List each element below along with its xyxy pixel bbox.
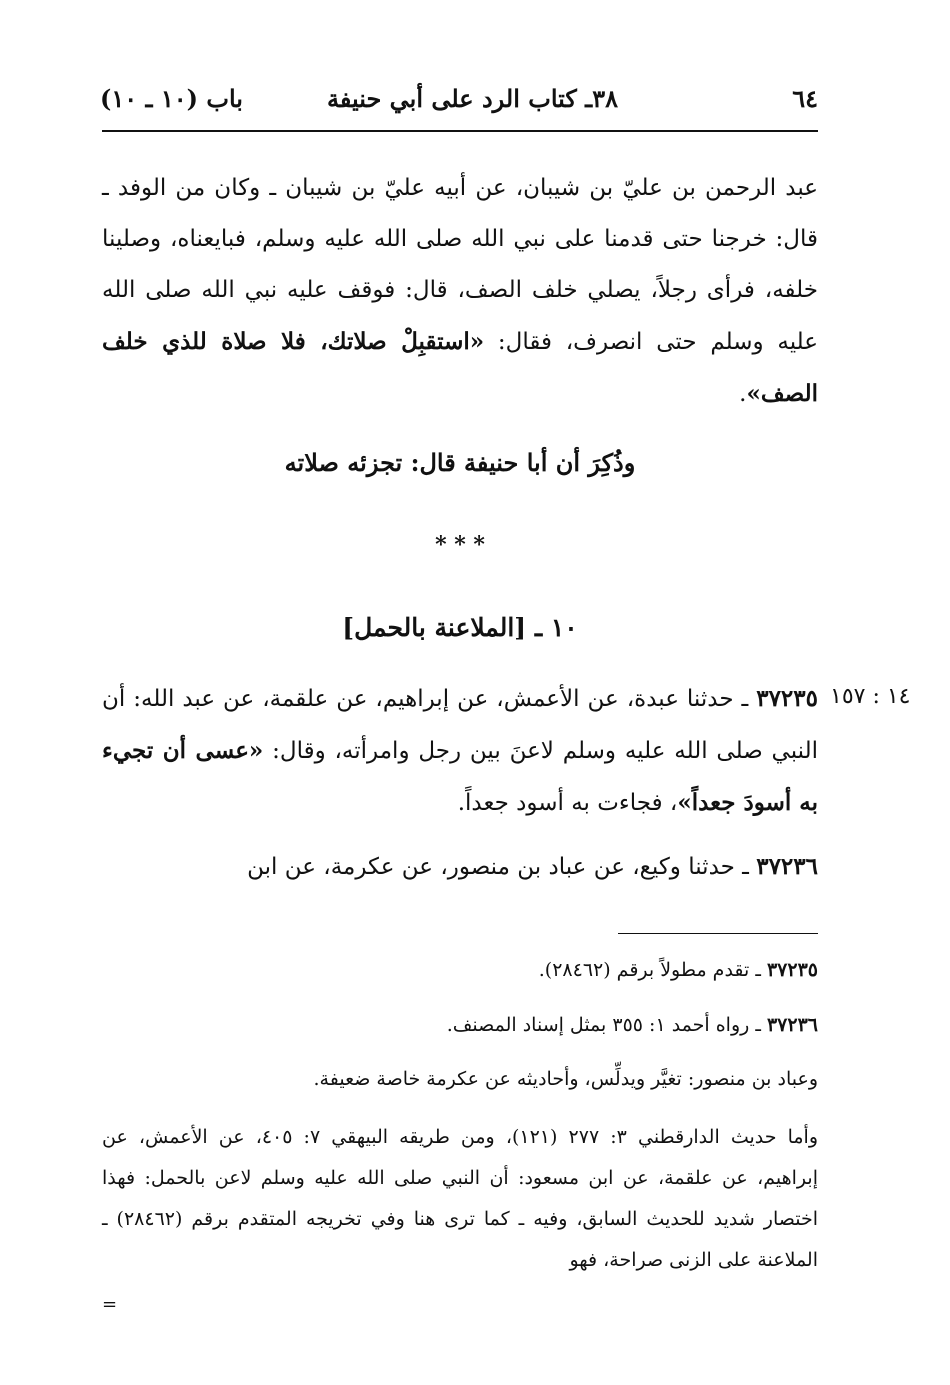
header-rule bbox=[102, 130, 818, 132]
intro-end: . bbox=[739, 381, 747, 407]
intro-text: عبد الرحمن بن عليّ بن شيبان، عن أبيه عليّ بن شيبان ـ وكان من الوفد ـ قال: خرجنا حتى قدمنا على نبي الله صلى الله عليه وسلم، فبايعناه، وصلينا خلفه، فرأى رجلاً، يصلي خلف الصف، قال: فوقف عليه نبي الله صلى الله عليه وسلم حتى انصرف، فقال: bbox=[102, 175, 818, 355]
continuation-mark: = bbox=[102, 1294, 118, 1315]
abu-hanifa-note: وذُكِرَ أن أبا حنيفة قال: تجزئه صلاته bbox=[284, 448, 636, 477]
footnote-text: ـ تقدم مطولاً برقم (٢٨٤٦٢). bbox=[538, 959, 767, 981]
footnote-number: ٣٧٢٣٦ bbox=[766, 1014, 818, 1036]
section-heading: ١٠ ـ [الملاعنة بالحمل] bbox=[342, 613, 578, 642]
intro-paragraph bbox=[102, 163, 818, 420]
footnote-daraqutni bbox=[102, 1117, 818, 1281]
hadith-text: ـ حدثنا عبدة، عن الأعمش، عن إبراهيم، عن علقمة، عن عبد الله: أن النبي صلى الله عليه وسلم لاعنَ بين رجل وامرأته، وقال: bbox=[102, 686, 818, 764]
chapter-reference: باب (١٠ ـ ١٠) bbox=[100, 84, 243, 113]
footnote-37236 bbox=[102, 1010, 818, 1040]
margin-reference: ١٤ : ١٥٧ bbox=[830, 684, 911, 709]
intro-quote: «استقبِلْ صلاتك، فلا صلاة للذي خلف الصف» bbox=[102, 328, 818, 407]
hadith-text-end: ، فجاءت به أسود جعداً. bbox=[457, 790, 678, 816]
footnote-abbad bbox=[102, 1064, 818, 1094]
hadith-text: ـ حدثنا وكيع، عن عباد بن منصور، عن عكرمة، عن ابن bbox=[247, 854, 757, 880]
footnote-text: وأما حديث الدارقطني ٣: ٢٧٧ (١٢١)، ومن طريقه البيهقي ٧: ٤٠٥، عن الأعمش، عن إبراهيم، عن علقمة، عن ابن مسعود: أن النبي صلى الله عليه وسلم لاعن بالحمل: فهذا اختصار شديد للحديث السابق، وفيه ـ كما ترى هنا وفي تخريجه المتقدم برقم (٢٨٤٦٢) ـ الملاعنة على الزنى صراحة، فهو bbox=[102, 1126, 819, 1271]
hadith-number: ٣٧٢٣٦ bbox=[756, 853, 818, 880]
section-separator: * * * bbox=[435, 532, 485, 558]
footnote-text: ـ رواه أحمد ١: ٣٥٥ بمثل إسناد المصنف. bbox=[446, 1014, 767, 1036]
footnote-37235 bbox=[102, 955, 818, 985]
book-title: ٣٨ـ كتاب الرد على أبي حنيفة bbox=[326, 84, 618, 113]
hadith-number: ٣٧٢٣٥ bbox=[756, 685, 818, 712]
footnote-rule bbox=[618, 933, 818, 934]
footnote-number: ٣٧٢٣٥ bbox=[766, 959, 818, 981]
running-header bbox=[100, 84, 818, 124]
footnote-text: وعباد بن منصور: تغيَّر ويدلِّس، وأحاديثه عن عكرمة خاصة ضعيفة. bbox=[313, 1068, 818, 1090]
hadith-37235 bbox=[102, 673, 818, 829]
page-number: ٦٤ bbox=[792, 84, 818, 113]
hadith-quote: «عسى أن تجيء به أسودَ جعداً» bbox=[102, 737, 818, 816]
hadith-37236 bbox=[102, 841, 818, 893]
